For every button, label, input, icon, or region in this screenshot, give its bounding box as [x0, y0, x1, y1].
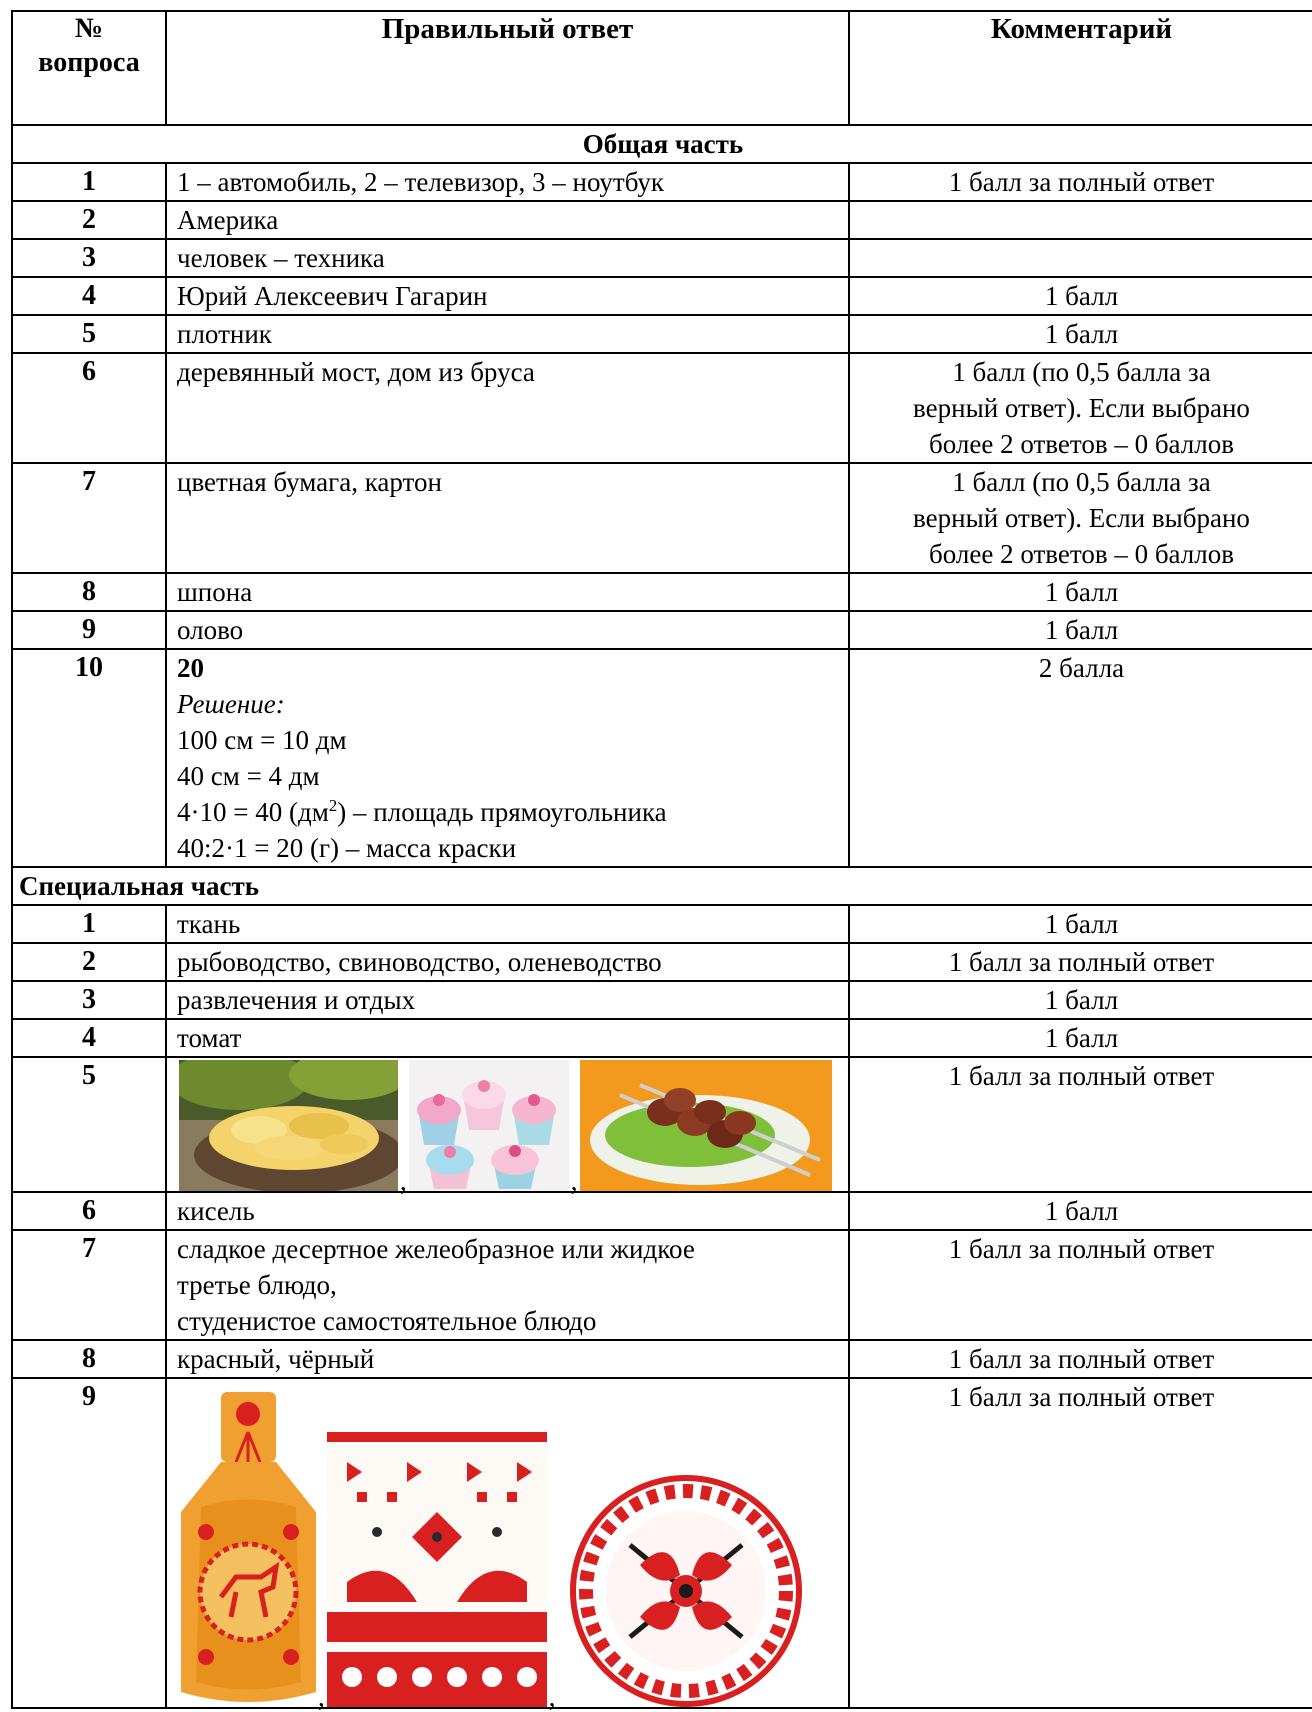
question-number: 8 [12, 1340, 166, 1378]
solution-line: 40:2·1 = 20 (г) – масса краски [177, 833, 517, 863]
cupcakes-photo [409, 1060, 569, 1191]
table-row [12, 1230, 1312, 1340]
question-number: 6 [12, 353, 166, 463]
answer-cell [166, 1057, 849, 1196]
answer-cell: деревянный мост, дом из бруса [166, 353, 849, 463]
question-number: 7 [12, 463, 166, 573]
red-embroidery-towel [327, 1432, 547, 1707]
answer-cell: человек – техника [166, 239, 849, 277]
header-question-number [12, 11, 166, 125]
comment-line: более 2 ответов – 0 баллов [929, 539, 1234, 569]
table-row [12, 573, 1312, 611]
solution-line [177, 794, 838, 830]
question-number: 4 [12, 277, 166, 315]
table-row [12, 277, 1312, 315]
table-row [12, 1057, 1312, 1192]
question-number: 4 [12, 1019, 166, 1057]
comment-line: верный ответ). Если выбрано [913, 503, 1250, 533]
answer-cell: томат [166, 1019, 849, 1057]
question-number: 10 [12, 649, 166, 867]
comment-cell: 1 балл [849, 611, 1312, 649]
answer-cell: кисель [166, 1192, 849, 1230]
table-row [12, 611, 1312, 649]
comment-cell: 1 балл [849, 1192, 1312, 1230]
table-row [12, 201, 1312, 239]
table-header-row [12, 11, 1312, 125]
answer-cell: ткань [166, 905, 849, 943]
question-number: 1 [12, 905, 166, 943]
painted-plate [570, 1475, 802, 1707]
table-row [12, 315, 1312, 353]
solution-part: ) – площадь прямоугольника [337, 797, 667, 827]
table-row [12, 649, 1312, 867]
comment-cell: 1 балл за полный ответ [849, 1340, 1312, 1378]
answer-cell: плотник [166, 315, 849, 353]
solution-label: Решение: [177, 689, 285, 719]
image-separator: , [318, 1682, 325, 1712]
header-question-label: вопроса [38, 47, 140, 78]
comment-cell: 1 балл за полный ответ [849, 1378, 1312, 1708]
section-title-general: Общая часть [12, 125, 1312, 163]
table-row [12, 1340, 1312, 1378]
answer-cell: олово [166, 611, 849, 649]
answer-cell: рыбоводство, свиноводство, оленеводство [166, 943, 849, 981]
answer-line: третье блюдо, [177, 1270, 337, 1300]
question-number: 3 [12, 981, 166, 1019]
answer-cell: 1 – автомобиль, 2 – телевизор, 3 – ноутбук [166, 163, 849, 201]
answer-key-table [11, 10, 1312, 1712]
answer-cell [166, 1378, 849, 1712]
answer-cell: Юрий Алексеевич Гагарин [166, 277, 849, 315]
comment-line: верный ответ). Если выбрано [913, 393, 1250, 423]
comment-cell: 1 балл за полный ответ [849, 1057, 1312, 1192]
table-row [12, 1192, 1312, 1230]
table-row [12, 943, 1312, 981]
question-number: 8 [12, 573, 166, 611]
table-row [12, 239, 1312, 277]
comment-cell: 1 балл за полный ответ [849, 943, 1312, 981]
table-row [12, 1019, 1312, 1057]
food-images [179, 1058, 838, 1196]
question-number: 5 [12, 315, 166, 353]
comment-cell [849, 353, 1312, 463]
table-row [12, 1378, 1312, 1708]
question-number: 6 [12, 1192, 166, 1230]
comment-cell: 1 балл [849, 905, 1312, 943]
comment-line: 1 балл (по 0,5 балла за [952, 467, 1211, 497]
shashlik-photo [580, 1060, 832, 1191]
answer-cell: развлечения и отдых [166, 981, 849, 1019]
comment-cell: 1 балл [849, 315, 1312, 353]
comment-cell: 2 балла [849, 649, 1312, 867]
comment-cell: 1 балл [849, 277, 1312, 315]
solution-line: 100 см = 10 дм [177, 725, 347, 755]
answer-cell: цветная бумага, картон [166, 463, 849, 573]
comment-line: 1 балл (по 0,5 балла за [952, 357, 1211, 387]
table-row [12, 353, 1312, 463]
comment-cell [849, 463, 1312, 573]
table-row [12, 463, 1312, 573]
comment-cell [849, 239, 1312, 277]
comment-cell: 1 балл [849, 573, 1312, 611]
image-separator: , [548, 1682, 556, 1712]
answer-cell: Америка [166, 201, 849, 239]
table-row [12, 905, 1312, 943]
superscript: 2 [328, 796, 338, 815]
question-number: 1 [12, 163, 166, 201]
answer-line: студенистое самостоятельное блюдо [177, 1306, 597, 1336]
section-row-general [12, 125, 1312, 163]
question-number: 3 [12, 239, 166, 277]
section-row-special [12, 867, 1312, 905]
solution-part: 4·10 = 40 (дм [177, 797, 329, 827]
question-number: 9 [12, 611, 166, 649]
comment-cell: 1 балл за полный ответ [849, 163, 1312, 201]
answer-cell: красный, чёрный [166, 1340, 849, 1378]
image-separator: , [400, 1166, 407, 1196]
comment-line: более 2 ответов – 0 баллов [929, 429, 1234, 459]
comment-cell: 1 балл [849, 1019, 1312, 1057]
image-separator: , [570, 1166, 578, 1196]
chips-photo [179, 1060, 398, 1191]
folk-art-images [181, 1390, 838, 1712]
comment-cell: 1 балл за полный ответ [849, 1230, 1312, 1340]
answer-value: 20 [177, 653, 204, 683]
comment-cell: 1 балл [849, 981, 1312, 1019]
header-number-sign: № [74, 13, 104, 44]
header-correct-answer: Правильный ответ [166, 11, 849, 125]
question-number: 2 [12, 943, 166, 981]
table-row [12, 981, 1312, 1019]
question-number: 5 [12, 1057, 166, 1192]
answer-cell [166, 1230, 849, 1340]
question-number: 9 [12, 1378, 166, 1708]
table-row [12, 163, 1312, 201]
answer-cell [166, 649, 849, 867]
solution-line: 40 см = 4 дм [177, 761, 320, 791]
painted-cutting-board [181, 1392, 316, 1707]
comment-cell [849, 201, 1312, 239]
answer-cell: шпона [166, 573, 849, 611]
question-number: 2 [12, 201, 166, 239]
header-comment: Комментарий [849, 11, 1312, 125]
question-number: 7 [12, 1230, 166, 1340]
section-title-special: Специальная часть [12, 867, 1312, 905]
answer-line: сладкое десертное желеобразное или жидкое [177, 1234, 695, 1264]
